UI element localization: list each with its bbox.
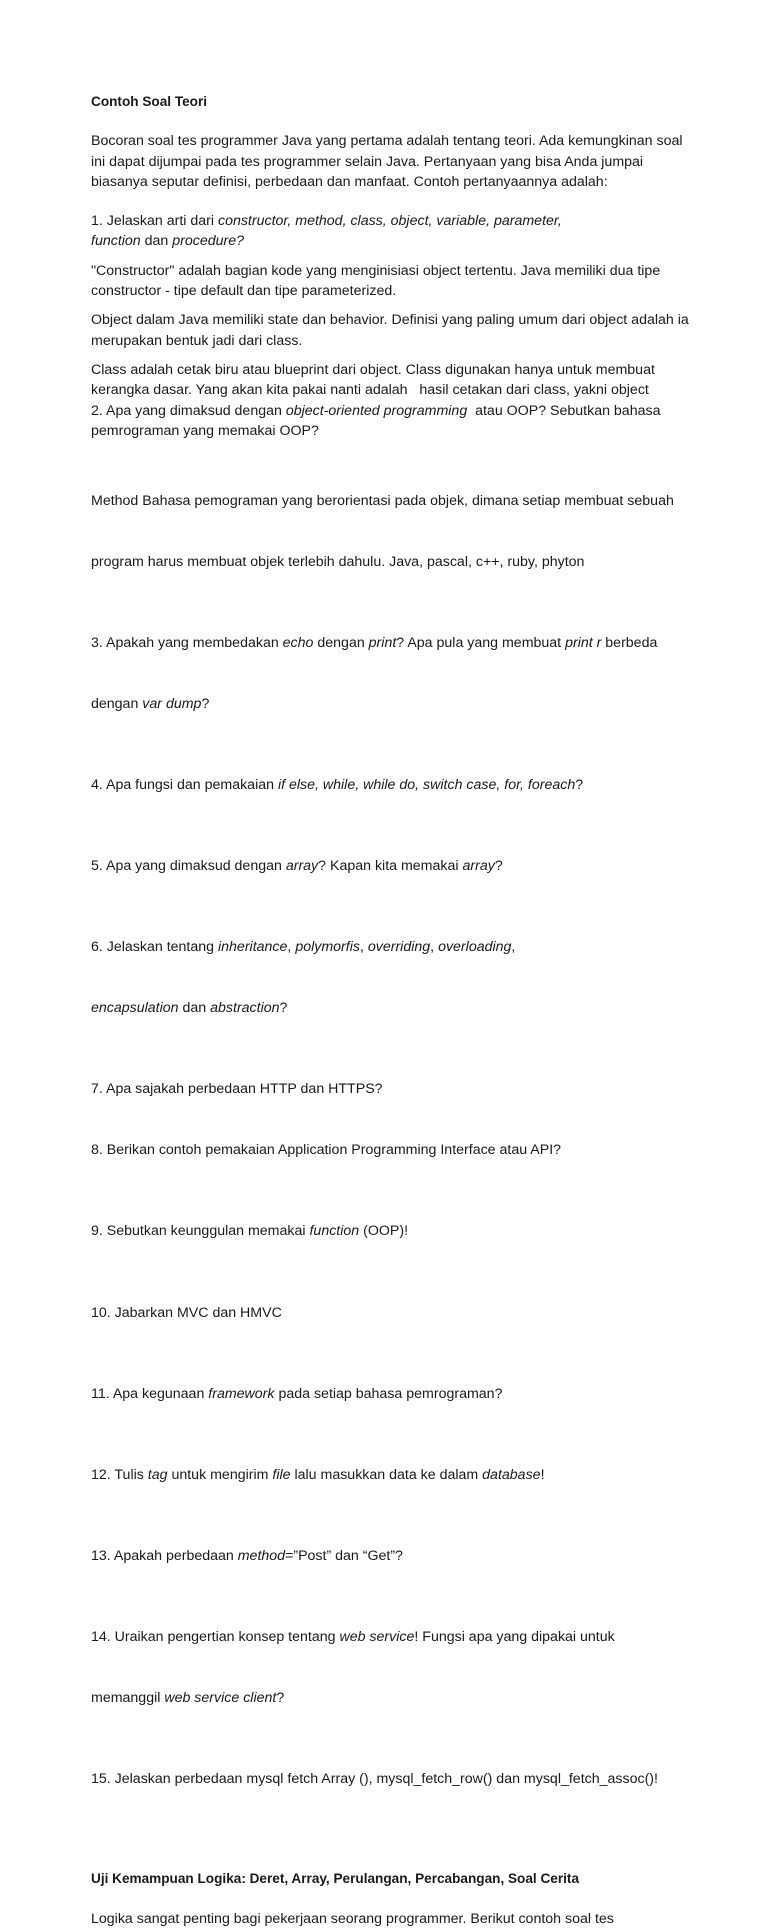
text-run: ?: [494, 858, 503, 875]
text-run: ?: [201, 695, 210, 712]
paragraph-line: Object dalam Java memiliki state dan behavior. Definisi yang paling umum dari object adalah ia: [91, 312, 689, 329]
text-run-italic: if else, while, while do, switch case, for, foreach: [277, 776, 576, 793]
text-run-italic: echo: [282, 634, 314, 651]
text-run: ,: [287, 939, 296, 956]
text-run: memanggil: [91, 1690, 165, 1707]
text-run: 6. Jelaskan tentang: [91, 939, 218, 956]
text-run-italic: web service client: [164, 1690, 277, 1707]
text-run-italic: array: [462, 858, 495, 875]
text-run: ! Fungsi apa yang dipakai untuk: [414, 1629, 615, 1646]
question-5: [91, 856, 691, 876]
text-run: pada setiap bahasa pemrograman?: [274, 1385, 503, 1402]
text-run-italic: file: [272, 1467, 291, 1483]
text-run: 11. Apa kegunaan: [91, 1385, 209, 1402]
text-run-italic: polymorfis: [295, 939, 360, 956]
text-run: dengan: [313, 634, 369, 651]
text-run: berbeda: [601, 634, 658, 651]
text-run: ,: [359, 939, 368, 956]
paragraph-line: merupakan bentuk jadi dari class.: [91, 332, 303, 349]
text-run-italic: abstraction: [210, 1000, 280, 1017]
question-9: [91, 1221, 691, 1241]
text-run: 13. Apakah perbedaan: [91, 1548, 238, 1565]
text-run: dan: [178, 1000, 211, 1017]
question-11: [91, 1384, 691, 1404]
text-run: ?: [276, 1690, 285, 1707]
paragraph-line: kerangka dasar. Yang akan kita pakai nanti adalah hasil cetakan dari class, yakni object: [91, 382, 649, 399]
paragraph-line: "Constructor" adalah bagian kode yang menginisiasi object tertentu. Java memiliki dua tipe: [91, 262, 661, 279]
question-2-line: pemrograman yang memakai OOP?: [91, 422, 319, 439]
class-paragraph: [91, 360, 691, 441]
text-run: ?: [575, 776, 584, 793]
text-run: 1. Jelaskan arti dari: [91, 213, 218, 230]
text-run: ? Apa pula yang membuat: [396, 634, 566, 651]
intro-line: ini dapat dijumpai pada tes programmer selain Java. Pertanyaan yang bisa Anda jumpai: [91, 153, 644, 170]
text-run-italic: framework: [208, 1385, 275, 1402]
text-run: !: [540, 1467, 545, 1483]
constructor-paragraph: [91, 261, 691, 302]
text-run: untuk mengirim: [167, 1467, 273, 1483]
question-4: [91, 775, 691, 795]
text-run: ,: [511, 939, 516, 956]
paragraph-line: constructor - tipe default dan tipe parameterized.: [91, 283, 397, 300]
text-run-italic: method: [237, 1548, 286, 1565]
text-run: ?: [279, 1000, 288, 1017]
question-6: [91, 937, 691, 957]
text-run-italic: object-oriented programming: [285, 402, 468, 419]
question-8: 8. Berikan contoh pemakaian Application Programming Interface atau API?: [91, 1142, 562, 1159]
question-1: [91, 211, 691, 252]
text-run-italic: print r: [565, 634, 602, 651]
question-13: [91, 1546, 691, 1566]
text-run: 14. Uraikan pengertian konsep tentang: [91, 1629, 340, 1646]
text-run: =”Post” dan “Get”?: [285, 1548, 403, 1565]
question-3-cont: [91, 694, 691, 714]
object-paragraph: [91, 310, 691, 351]
intro-paragraph: [91, 131, 691, 192]
question-3: [91, 633, 691, 653]
document-page: [91, 92, 691, 1929]
text-run-italic: tag: [147, 1467, 168, 1483]
text-run: 3. Apakah yang membedakan: [91, 634, 283, 651]
text-run-italic: procedure?: [172, 233, 245, 250]
intro-line: biasanya seputar definisi, perbedaan dan manfaat. Contoh pertanyaannya adalah:: [91, 173, 608, 190]
section-heading-teori: Contoh Soal Teori: [91, 94, 208, 109]
text-run-italic: function: [91, 233, 141, 250]
question-12: [91, 1465, 691, 1485]
text-run: 9. Sebutkan keunggulan memakai: [91, 1223, 310, 1240]
question-10: 10. Jabarkan MVC dan HMVC: [91, 1304, 282, 1321]
text-run-italic: overriding: [367, 939, 431, 956]
text-run-italic: constructor, method, class, object, variable, parameter,: [217, 213, 562, 230]
section-heading-logika: Uji Kemampuan Logika: Deret, Array, Perulangan, Percabangan, Soal Cerita: [91, 1871, 580, 1887]
text-run: (OOP)!: [359, 1223, 409, 1240]
text-run: ? Kapan kita memakai: [318, 858, 463, 875]
text-run-italic: database: [482, 1467, 541, 1483]
text-run-italic: encapsulation: [91, 1000, 179, 1017]
question-1-line: [91, 211, 691, 231]
text-run: 4. Apa fungsi dan pemakaian: [91, 776, 278, 793]
question-14-cont: [91, 1688, 691, 1708]
paragraph-line: Method Bahasa pemograman yang berorientasi pada objek, dimana setiap membuat sebuah: [91, 492, 674, 509]
text-run-italic: array: [285, 858, 319, 875]
text-run: ,: [430, 939, 439, 956]
intro-line: Bocoran soal tes programmer Java yang pertama adalah tentang teori. Ada kemungkinan soal: [91, 133, 683, 150]
text-run-italic: var dump: [142, 695, 202, 712]
text-run: dengan: [91, 695, 143, 712]
paragraph-line: program harus membuat objek terlebih dahulu. Java, pascal, c++, ruby, phyton: [91, 553, 585, 570]
text-run: 12. Tulis: [91, 1467, 148, 1483]
question-list: [91, 450, 691, 1830]
question-7: 7. Apa sajakah perbedaan HTTP dan HTTPS?: [91, 1081, 383, 1098]
text-run: 2. Apa yang dimaksud dengan: [91, 402, 286, 419]
text-run: atau OOP? Sebutkan bahasa: [467, 402, 661, 419]
text-run: lalu masukkan data ke dalam: [290, 1467, 483, 1483]
closing-paragraph: Logika sangat penting bagi pekerjaan seorang programmer. Berikut contoh soal tes: [91, 1910, 614, 1927]
text-run-italic: web service: [339, 1629, 415, 1646]
text-run-italic: function: [309, 1223, 360, 1240]
question-14: [91, 1627, 691, 1647]
text-run-italic: print: [368, 634, 397, 651]
question-6-cont: [91, 998, 691, 1018]
paragraph-line: Class adalah cetak biru atau blueprint dari object. Class digunakan hanya untuk membuat: [91, 361, 655, 378]
text-run-italic: inheritance: [218, 939, 288, 956]
question-1-line: [91, 231, 691, 251]
question-15: 15. Jelaskan perbedaan mysql fetch Array (), mysql_fetch_row() dan mysql_fetch_assoc()!: [91, 1771, 658, 1788]
text-run: dan: [140, 233, 173, 250]
text-run-italic: overloading: [438, 939, 512, 956]
question-2-line: [91, 401, 691, 421]
text-run: 5. Apa yang dimaksud dengan: [91, 858, 286, 875]
